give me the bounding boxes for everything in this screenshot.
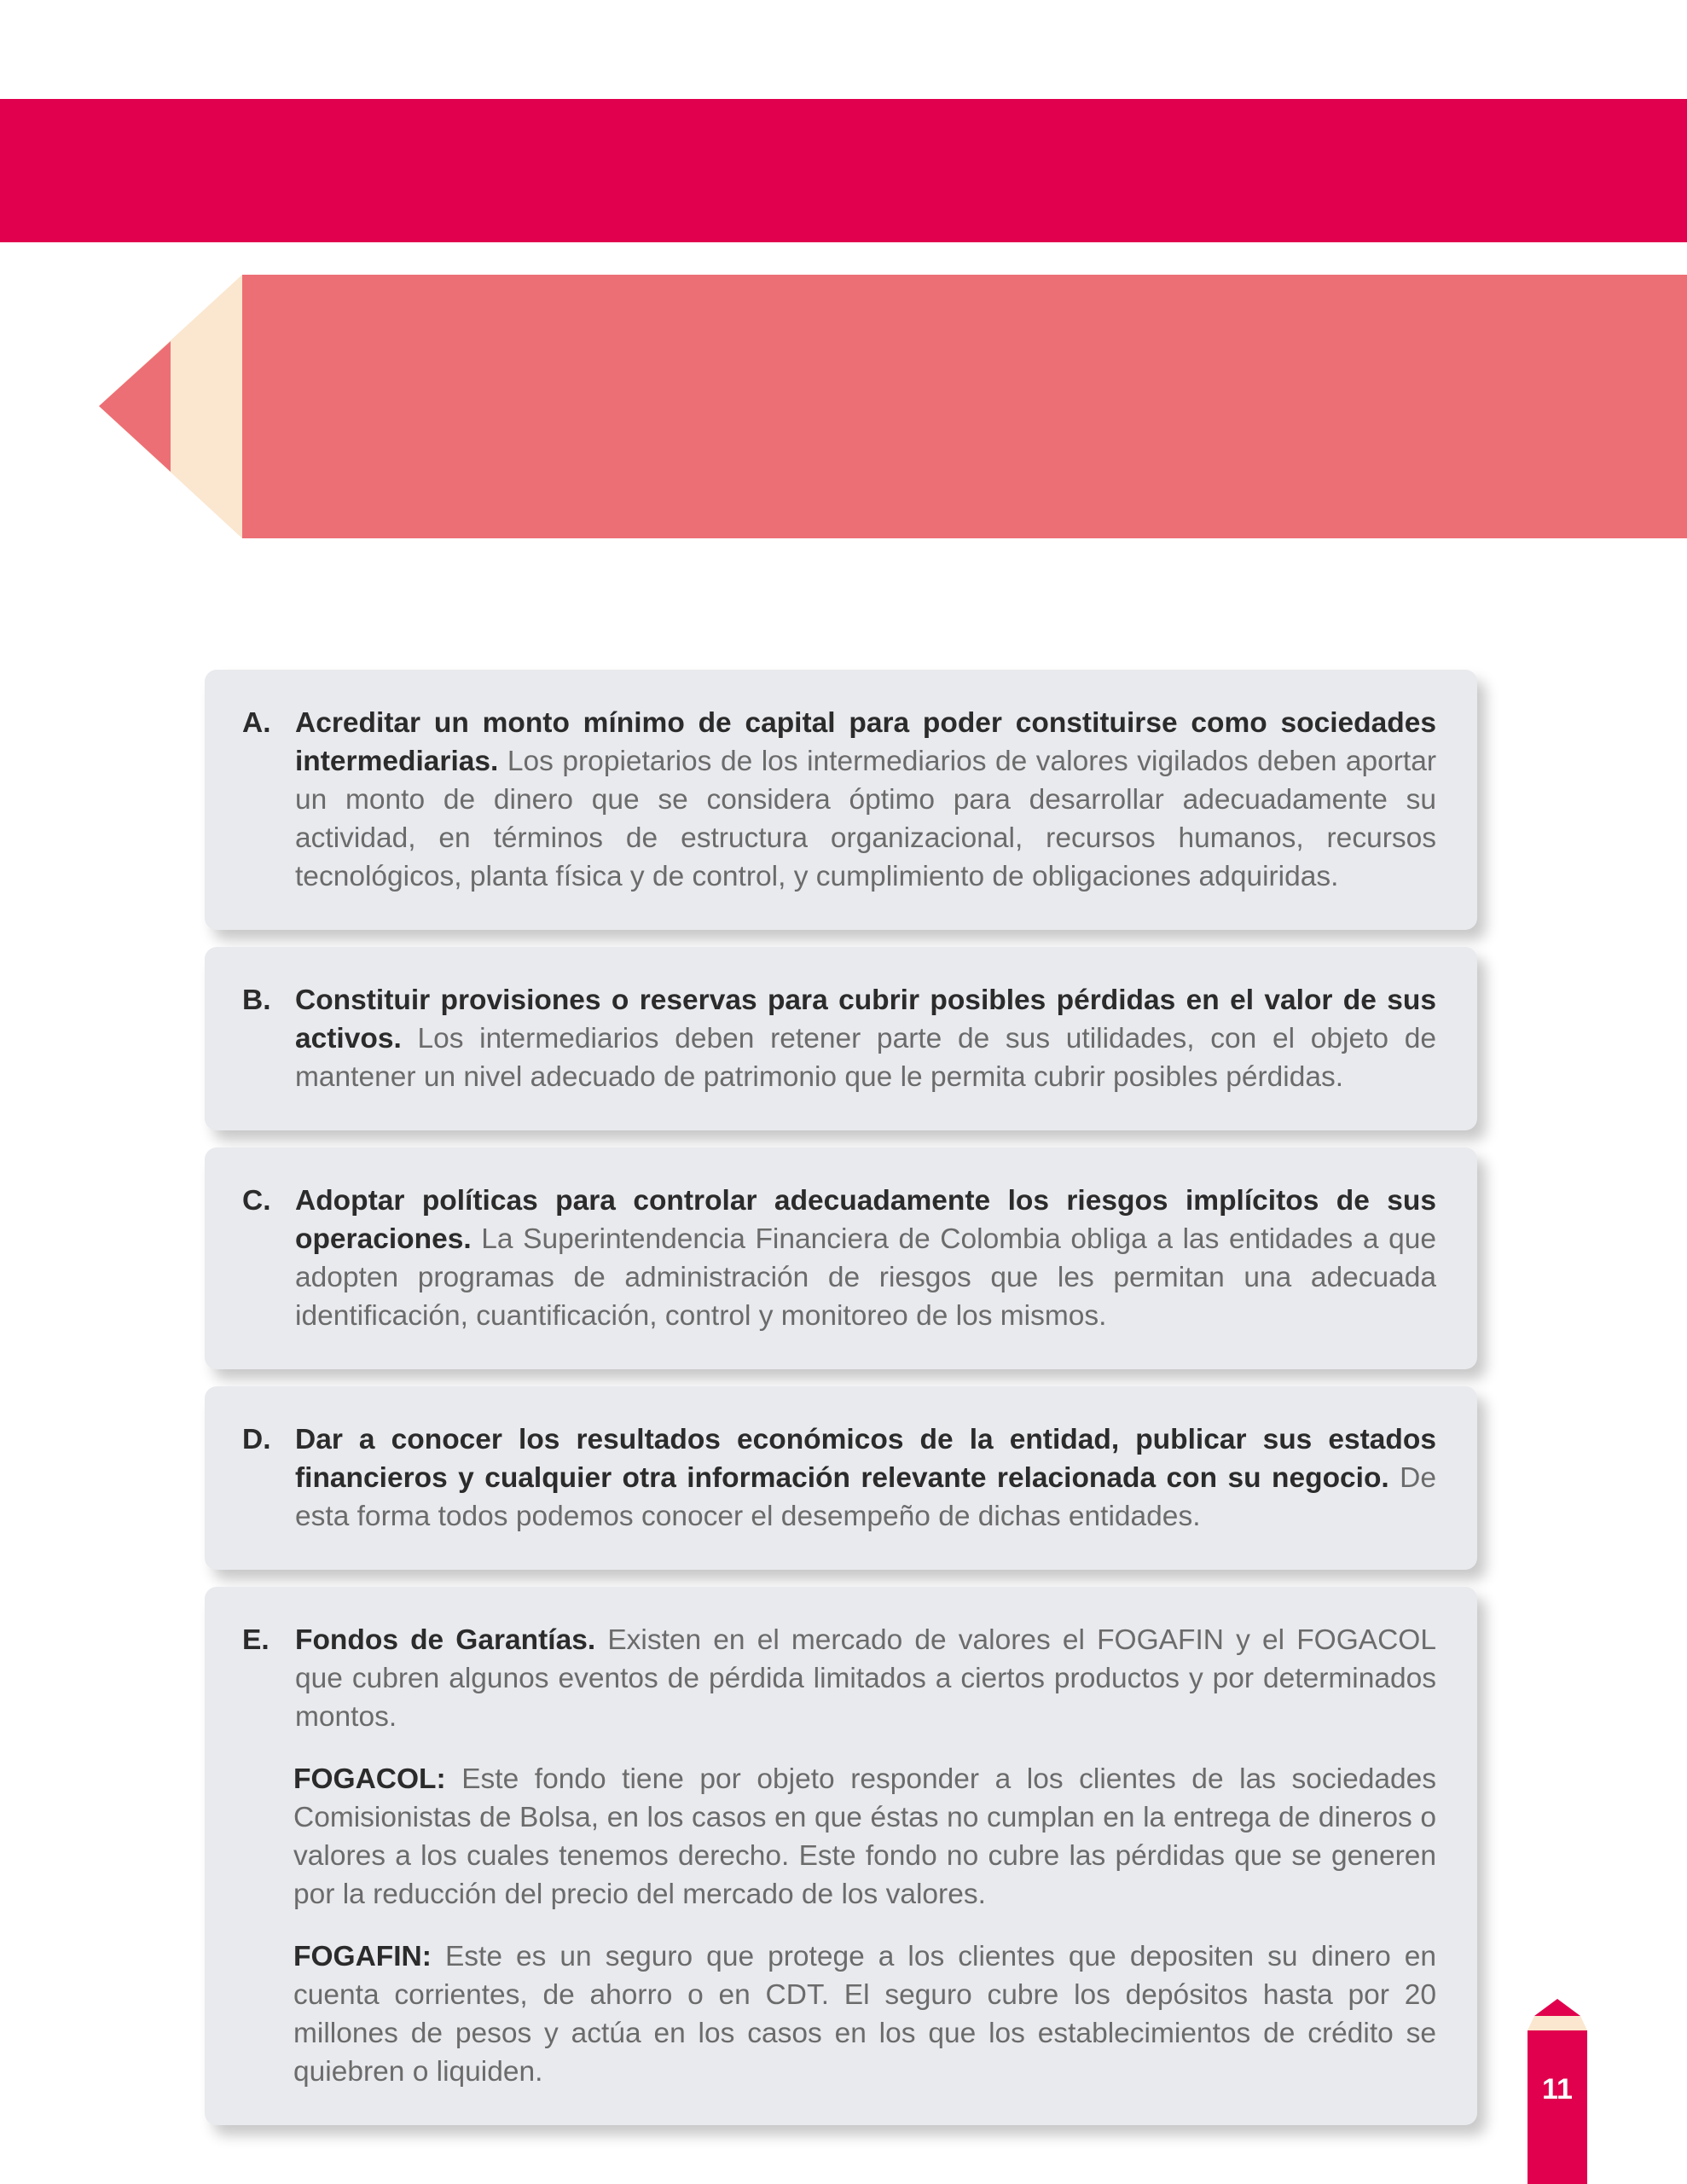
pencil-tip <box>99 341 171 472</box>
fogacol-text: Este fondo tiene por objeto responder a los clientes de las sociedades Comisionistas de Bolsa, en los casos en que éstas no cumplan en la entrega de dineros o valores a los cuales tenemos derecho. Este fondo no cubre las pérdidas que se generen por la reducción del precio del mercado de los valores. <box>293 1763 1436 1910</box>
pencil-body <box>242 275 1687 538</box>
card-e <box>205 1587 1477 2125</box>
item-title: Dar a conocer los resultados económicos de la entidad, publicar sus estados financieros y cualquier otra información relevante relacionada con su negocio. <box>295 1424 1436 1494</box>
item-body <box>295 981 1436 1096</box>
card-d <box>205 1386 1477 1570</box>
item-title: Fondos de Garantías. <box>295 1624 596 1656</box>
card-b <box>205 947 1477 1130</box>
card-c <box>205 1147 1477 1369</box>
list-item-b <box>242 981 1436 1096</box>
item-title: Constituir provisiones o reservas para cubrir posibles pérdidas en el valor de sus activos. <box>295 985 1436 1054</box>
item-letter: B. <box>242 985 271 1016</box>
fogacol-paragraph <box>293 1760 1436 1914</box>
item-title: Adoptar políticas para controlar adecuadamente los riesgos implícitos de sus operaciones. <box>295 1185 1436 1255</box>
card-a <box>205 670 1477 930</box>
item-body <box>295 1621 1436 1736</box>
fogafin-label: FOGAFIN: <box>293 1941 432 1972</box>
item-text: Los intermediarios deben retener parte de sus utilidades, con el objeto de mantener un nivel adecuado de patrimonio que le permita cubrir posibles pérdidas. <box>295 1023 1436 1093</box>
item-title: Acreditar un monto mínimo de capital para poder constituirse como sociedades intermediarias. <box>295 707 1436 777</box>
item-letter: E. <box>242 1624 270 1656</box>
top-band <box>0 99 1687 242</box>
item-body <box>295 1420 1436 1536</box>
item-body <box>295 704 1436 896</box>
item-text: De esta forma todos podemos conocer el desempeño de dichas entidades. <box>295 1462 1436 1532</box>
item-text: La Superintendencia Financiera de Colombia obliga a las entidades a que adopten programas de administración de riesgos que les permitan una adecuada identificación, cuantificación, control y monitoreo de los mismos. <box>295 1223 1436 1332</box>
pencil-banner <box>0 275 1687 538</box>
list-item-a <box>242 704 1436 896</box>
list-item-e <box>242 1621 1436 1736</box>
page-tab-wood <box>1528 2016 1587 2030</box>
page-tab-tip <box>1534 1999 1580 2016</box>
item-letter: C. <box>242 1185 271 1217</box>
fogafin-text: Este es un seguro que protege a los clientes que depositen su dinero en cuenta corrientes, de ahorro o en CDT. El seguro cubre los depósitos hasta por 20 millones de pesos y actúa en los casos en los que los establecimientos de crédito se quiebren o liquiden. <box>293 1941 1436 2088</box>
item-text: Existen en el mercado de valores el FOGAFIN y el FOGACOL que cubren algunos eventos de pérdida limitados a ciertos productos y por determinados montos. <box>295 1624 1436 1733</box>
item-letter: D. <box>242 1424 271 1455</box>
item-letter: A. <box>242 707 271 739</box>
requirements-list <box>205 670 1477 2142</box>
page-tab-body <box>1528 2030 1587 2184</box>
list-item-d <box>242 1420 1436 1536</box>
item-text: Los propietarios de los intermediarios de valores vigilados deben aportar un monto de dinero que se considera óptimo para desarrollar adecuadamente su actividad, en términos de estructura organizacional, recursos humanos, recursos tecnológicos, planta física y de control, y cumplimiento de obligaciones adquiridas. <box>295 746 1436 892</box>
fogafin-paragraph <box>293 1937 1436 2091</box>
page-number: 11 <box>1542 2073 1573 2106</box>
fogacol-label: FOGACOL: <box>293 1763 446 1795</box>
item-body <box>295 1182 1436 1335</box>
list-item-c <box>242 1182 1436 1335</box>
